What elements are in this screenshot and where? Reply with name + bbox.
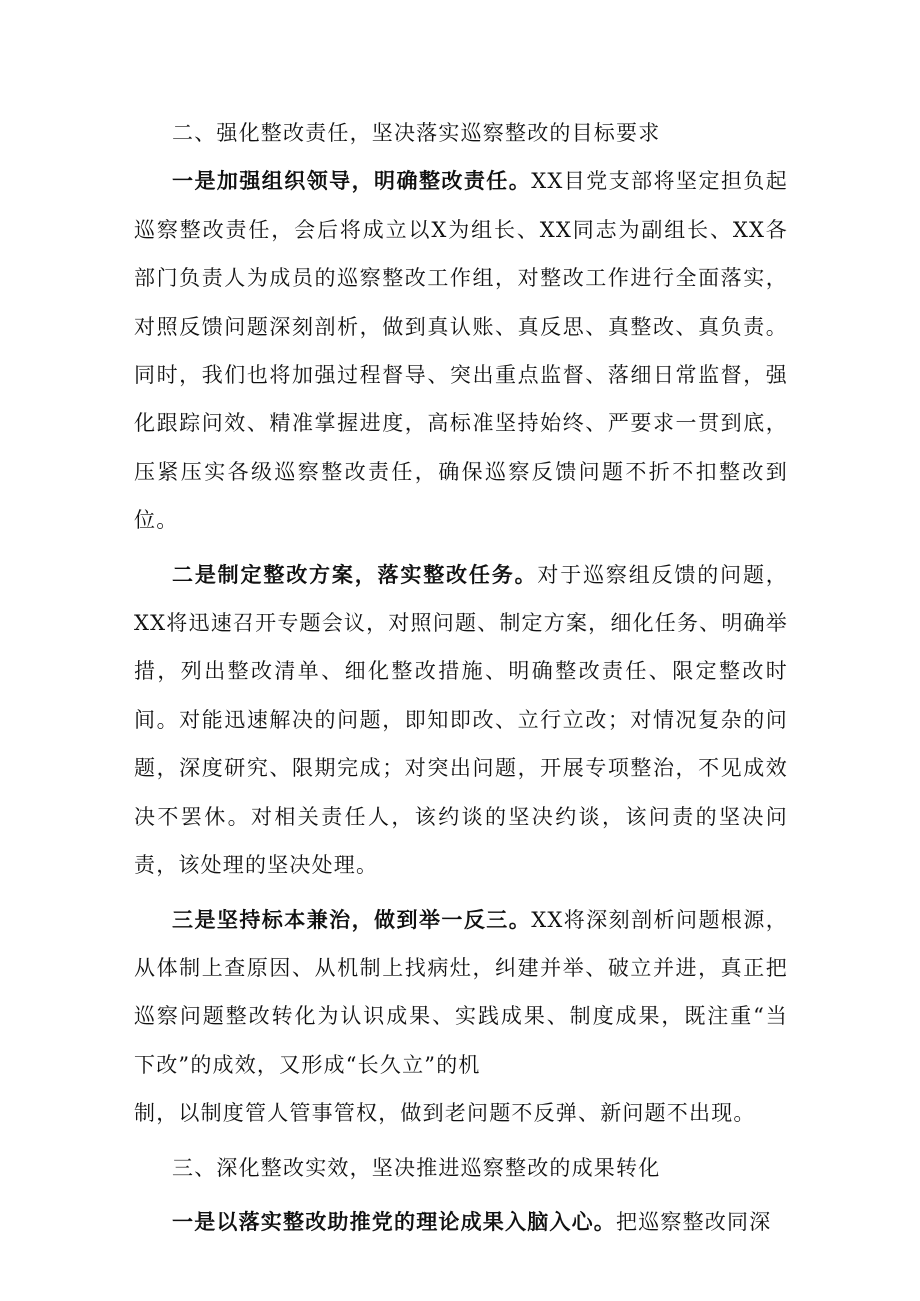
paragraph-body: 把巡察整改同深 xyxy=(616,1209,772,1234)
paragraph-lead: 一是以落实整改助推党的理论成果入脑入心。 xyxy=(172,1209,616,1234)
section-heading: 三、深化整改实效，坚决推进巡察整改的成果转化 xyxy=(172,1155,661,1180)
paragraph xyxy=(134,1198,788,1246)
paragraph-lead: 三是坚持标本兼治，做到举一反三。 xyxy=(172,907,532,932)
paragraph-lead: 一是加强组织领导，明确整改责任。 xyxy=(172,169,532,194)
paragraph-body: XX目党支部将坚定担负起巡察整改责任，会后将成立以X为组长、XX同志为副组长、XX各部门负责人为成员的巡察整改工作组，对整改工作进行全面落实，对照反馈问题深刻剖析，做到真认账、真反思、真整改、真负责。同时，我们也将加强过程督导、突出重点监督、落细日常监督，强化跟踪问效、精准掌握进度，高标准坚持始终、严要求一贯到底，压紧压实各级巡察整改责任，确保巡察反馈问题不折不扣整改到位。 xyxy=(134,169,788,533)
paragraph-body: XX将深刻剖析问题根源，从体制上查原因、从机制上找病灶，纠建并举、破立并进，真正把巡察问题整改转化为认识成果、实践成果、制度成果，既注重“当下改”的成效，又形成“长久立”的机 xyxy=(134,907,788,1077)
paragraph xyxy=(134,157,788,544)
paragraph-lead: 二是制定整改方案，落实整改任务。 xyxy=(172,562,538,587)
paragraph xyxy=(134,551,788,890)
paragraph-continuation: 制，以制度管人管事管权，做到老问题不反弹、新问题不出现。 xyxy=(134,1101,756,1126)
document-body xyxy=(134,109,788,1246)
paragraph-body: 对于巡察组反馈的问题，XX将迅速召开专题会议，对照问题、制定方案，细化任务、明确举措，列出整改清单、细化整改措施、明确整改责任、限定整改时间。对能迅速解决的问题，即知即改、立行立改；对情况复杂的问题，深度研究、限期完成；对突出问题，开展专项整治，不见成效决不罢休。对相关责任人，该约谈的坚决约谈，该问责的坚决问责，该处理的坚决处理。 xyxy=(134,562,789,878)
paragraph xyxy=(134,896,788,1090)
section-heading: 二、强化整改责任，坚决落实巡察整改的目标要求 xyxy=(172,121,661,145)
